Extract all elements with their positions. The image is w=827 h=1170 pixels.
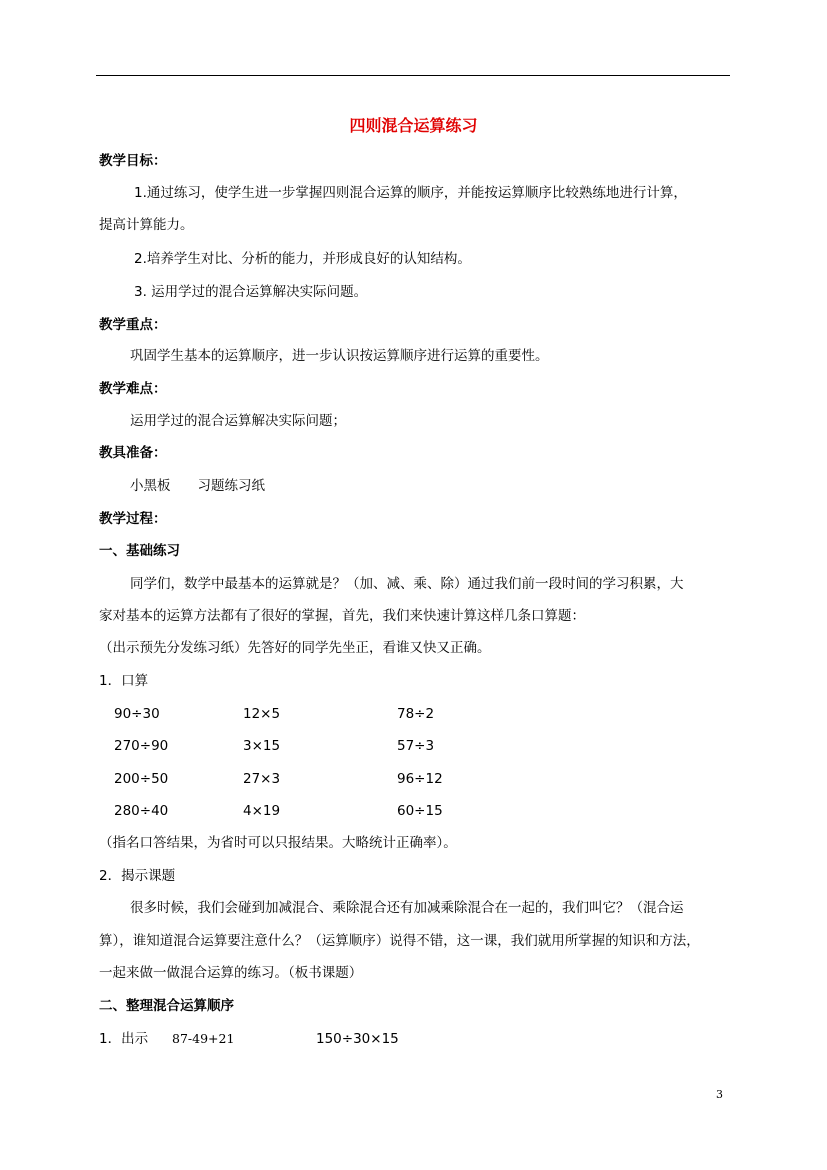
show-expression-2: 150÷30×15: [316, 1031, 399, 1047]
section-1-heading: 一、基础练习: [99, 543, 180, 559]
para-1-line-1: 同学们，数学中最基本的运算就是？（加、减、乘、除）通过我们前一段时间的学习积累，大: [130, 576, 684, 592]
header-rule: [96, 75, 730, 76]
oral-cell: 78÷2: [397, 706, 435, 722]
goal-1-line-1: 1.通过练习，使学生进一步掌握四则混合运算的顺序，并能按运算顺序比较熟练地进行计算，: [134, 185, 687, 201]
para-4-line-3: 一起来做一做混合运算的练习。（板书课题）: [99, 965, 363, 981]
tools-text: 小黑板 习题练习纸: [130, 478, 265, 494]
item-1-heading: 1．口算: [99, 673, 149, 689]
oral-cell: 96÷12: [397, 771, 443, 787]
goals-heading: 教学目标：: [99, 153, 167, 169]
para-3: （指名口答结果，为省时可以只报结果。大略统计正确率）。: [99, 835, 457, 851]
oral-cell: 57÷3: [397, 738, 435, 754]
oral-cell: 27×3: [243, 771, 281, 787]
oral-cell: 270÷90: [114, 738, 169, 754]
difficulty-heading: 教学难点：: [99, 381, 167, 397]
oral-cell: 200÷50: [114, 771, 169, 787]
difficulty-text: 运用学过的混合运算解决实际问题；: [130, 413, 346, 429]
show-label: 1．出示: [99, 1031, 149, 1047]
tools-heading: 教具准备：: [99, 445, 167, 461]
oral-cell: 60÷15: [397, 803, 443, 819]
oral-cell: 90÷30: [114, 706, 160, 722]
oral-cell: 4×19: [243, 803, 281, 819]
oral-cell: 280÷40: [114, 803, 169, 819]
focus-text: 巩固学生基本的运算顺序，进一步认识按运算顺序进行运算的重要性。: [130, 348, 549, 364]
goal-3: 3. 运用学过的混合运算解决实际问题。: [134, 284, 368, 300]
item-2-heading: 2．揭示课题: [99, 868, 176, 884]
process-heading: 教学过程：: [99, 511, 167, 527]
para-4-line-1: 很多时候，我们会碰到加减混合、乘除混合还有加减乘除混合在一起的，我们叫它？（混合运: [130, 900, 684, 916]
focus-heading: 教学重点：: [99, 317, 167, 333]
page-title: 四则混合运算练习: [349, 116, 478, 135]
show-expression-1: 87-49+21: [172, 1031, 235, 1046]
para-2: （出示预先分发练习纸）先答好的同学先坐正，看谁又快又正确。: [99, 640, 491, 656]
para-4-line-2: 算），谁知道混合运算要注意什么？（运算顺序）说得不错，这一课，我们就用所掌握的知识和方法，: [99, 933, 700, 949]
goal-2: 2.培养学生对比、分析的能力，并形成良好的认知结构。: [134, 251, 471, 267]
page-number: 3: [716, 1088, 723, 1101]
section-2-heading: 二、整理混合运算顺序: [99, 998, 234, 1014]
oral-cell: 12×5: [243, 706, 281, 722]
oral-cell: 3×15: [243, 738, 281, 754]
para-1-line-2: 家对基本的运算方法都有了很好的掌握，首先，我们来快速计算这样几条口算题：: [99, 608, 585, 624]
goal-1-line-2: 提高计算能力。: [99, 217, 194, 233]
